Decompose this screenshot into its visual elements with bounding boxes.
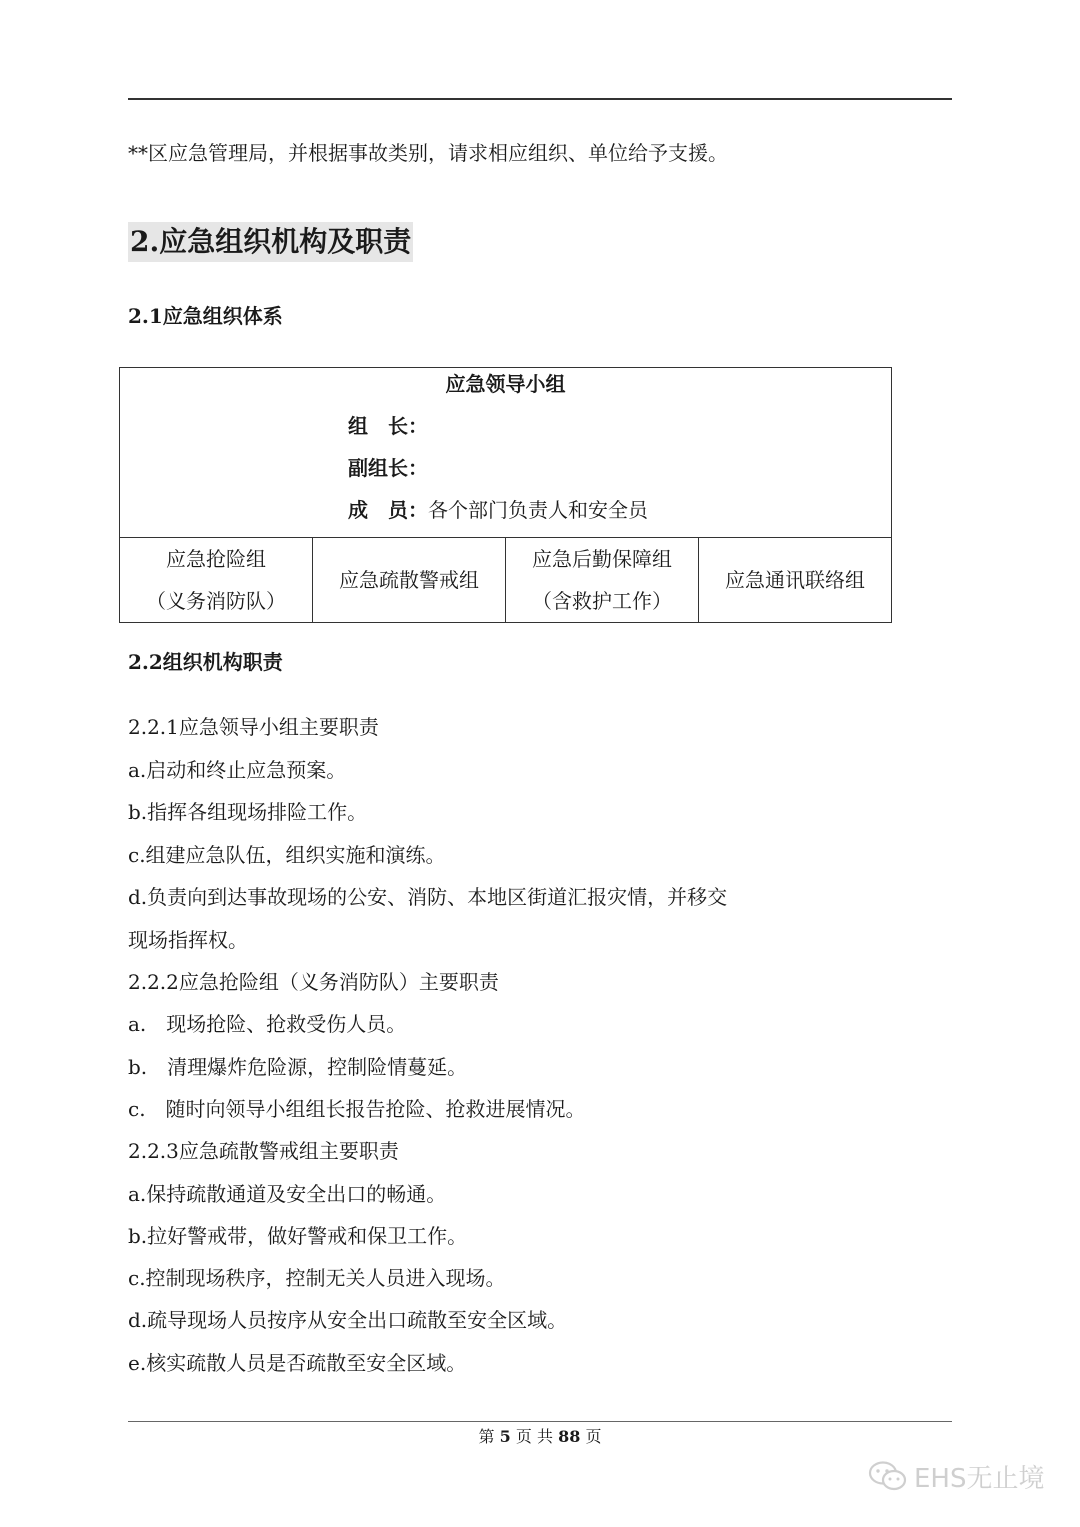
org-chart [119, 367, 892, 623]
duty-line: b.拉好警戒带，做好警戒和保卫工作。 [128, 1224, 468, 1248]
duty-line: d.负责向到达事故现场的公安、消防、本地区街道汇报灾情，并移交 [128, 885, 728, 909]
duty-line: a.保持疏散通道及安全出口的畅通。 [128, 1182, 447, 1206]
subsection-title-1: 2.1应急组织体系 [128, 304, 283, 328]
duty-line: c. 随时向领导小组组长报告抢险、抢救进展情况。 [128, 1097, 586, 1121]
org-row-label: 组 长： [348, 414, 428, 438]
footer-suffix: 页 [585, 1427, 602, 1446]
org-row-label: 副组长： [348, 456, 428, 480]
footer-prefix: 第 [478, 1427, 495, 1446]
org-leader-box [120, 368, 891, 538]
footer-rule [128, 1421, 952, 1422]
watermark-text: EHS无止境 [914, 1464, 1045, 1494]
footer-middle: 页 共 [515, 1427, 553, 1446]
header-rule [128, 98, 952, 100]
watermark [868, 1458, 1044, 1495]
duty-line: a. 现场抢险、抢救受伤人员。 [128, 1012, 407, 1036]
duty-line: 2.2.1应急领导小组主要职责 [128, 715, 379, 739]
page-footer [0, 1425, 1080, 1449]
duty-line: b.指挥各组现场排险工作。 [128, 800, 368, 824]
duty-line: a.启动和终止应急预案。 [128, 758, 347, 782]
duty-line: 现场指挥权。 [128, 928, 248, 952]
org-group-name: 应急后勤保障组 [532, 547, 672, 571]
org-leader-title: 应急领导小组 [445, 372, 566, 396]
org-deputy-row [348, 454, 428, 482]
duty-line: c.组建应急队伍，组织实施和演练。 [128, 843, 446, 867]
subsection-title-2: 2.2组织机构职责 [128, 650, 283, 674]
duty-line: b. 清理爆炸危险源，控制险情蔓延。 [128, 1055, 468, 1079]
intro-paragraph: **区应急管理局，并根据事故类别，请求相应组织、单位给予支援。 [128, 141, 728, 165]
wechat-icon [868, 1460, 908, 1494]
total-page-number: 88 [558, 1427, 581, 1446]
duty-line: 2.2.3应急疏散警戒组主要职责 [128, 1139, 399, 1163]
org-group-evacuation [313, 538, 506, 622]
org-group-note: （含救护工作） [532, 589, 672, 613]
org-leader-row [348, 412, 428, 440]
org-row-label: 成 员： [348, 498, 428, 522]
section-title: 2.应急组织机构及职责 [128, 222, 413, 262]
current-page-number: 5 [499, 1427, 511, 1446]
org-group-logistics [506, 538, 699, 622]
duty-line: d.疏导现场人员按序从安全出口疏散至安全区域。 [128, 1308, 568, 1332]
org-group-name: 应急通讯联络组 [725, 568, 865, 592]
duty-line: e.核实疏散人员是否疏散至安全区域。 [128, 1351, 467, 1375]
duty-line: c.控制现场秩序，控制无关人员进入现场。 [128, 1266, 506, 1290]
org-group-rescue [120, 538, 313, 622]
org-group-name: 应急疏散警戒组 [339, 568, 479, 592]
org-group-communication [699, 538, 891, 622]
org-groups [120, 538, 891, 622]
org-members-row [348, 496, 648, 524]
org-group-note: （义务消防队） [146, 589, 286, 613]
duty-line: 2.2.2应急抢险组（义务消防队）主要职责 [128, 970, 499, 994]
org-row-value: 各个部门负责人和安全员 [428, 498, 648, 522]
org-group-name: 应急抢险组 [166, 547, 266, 571]
